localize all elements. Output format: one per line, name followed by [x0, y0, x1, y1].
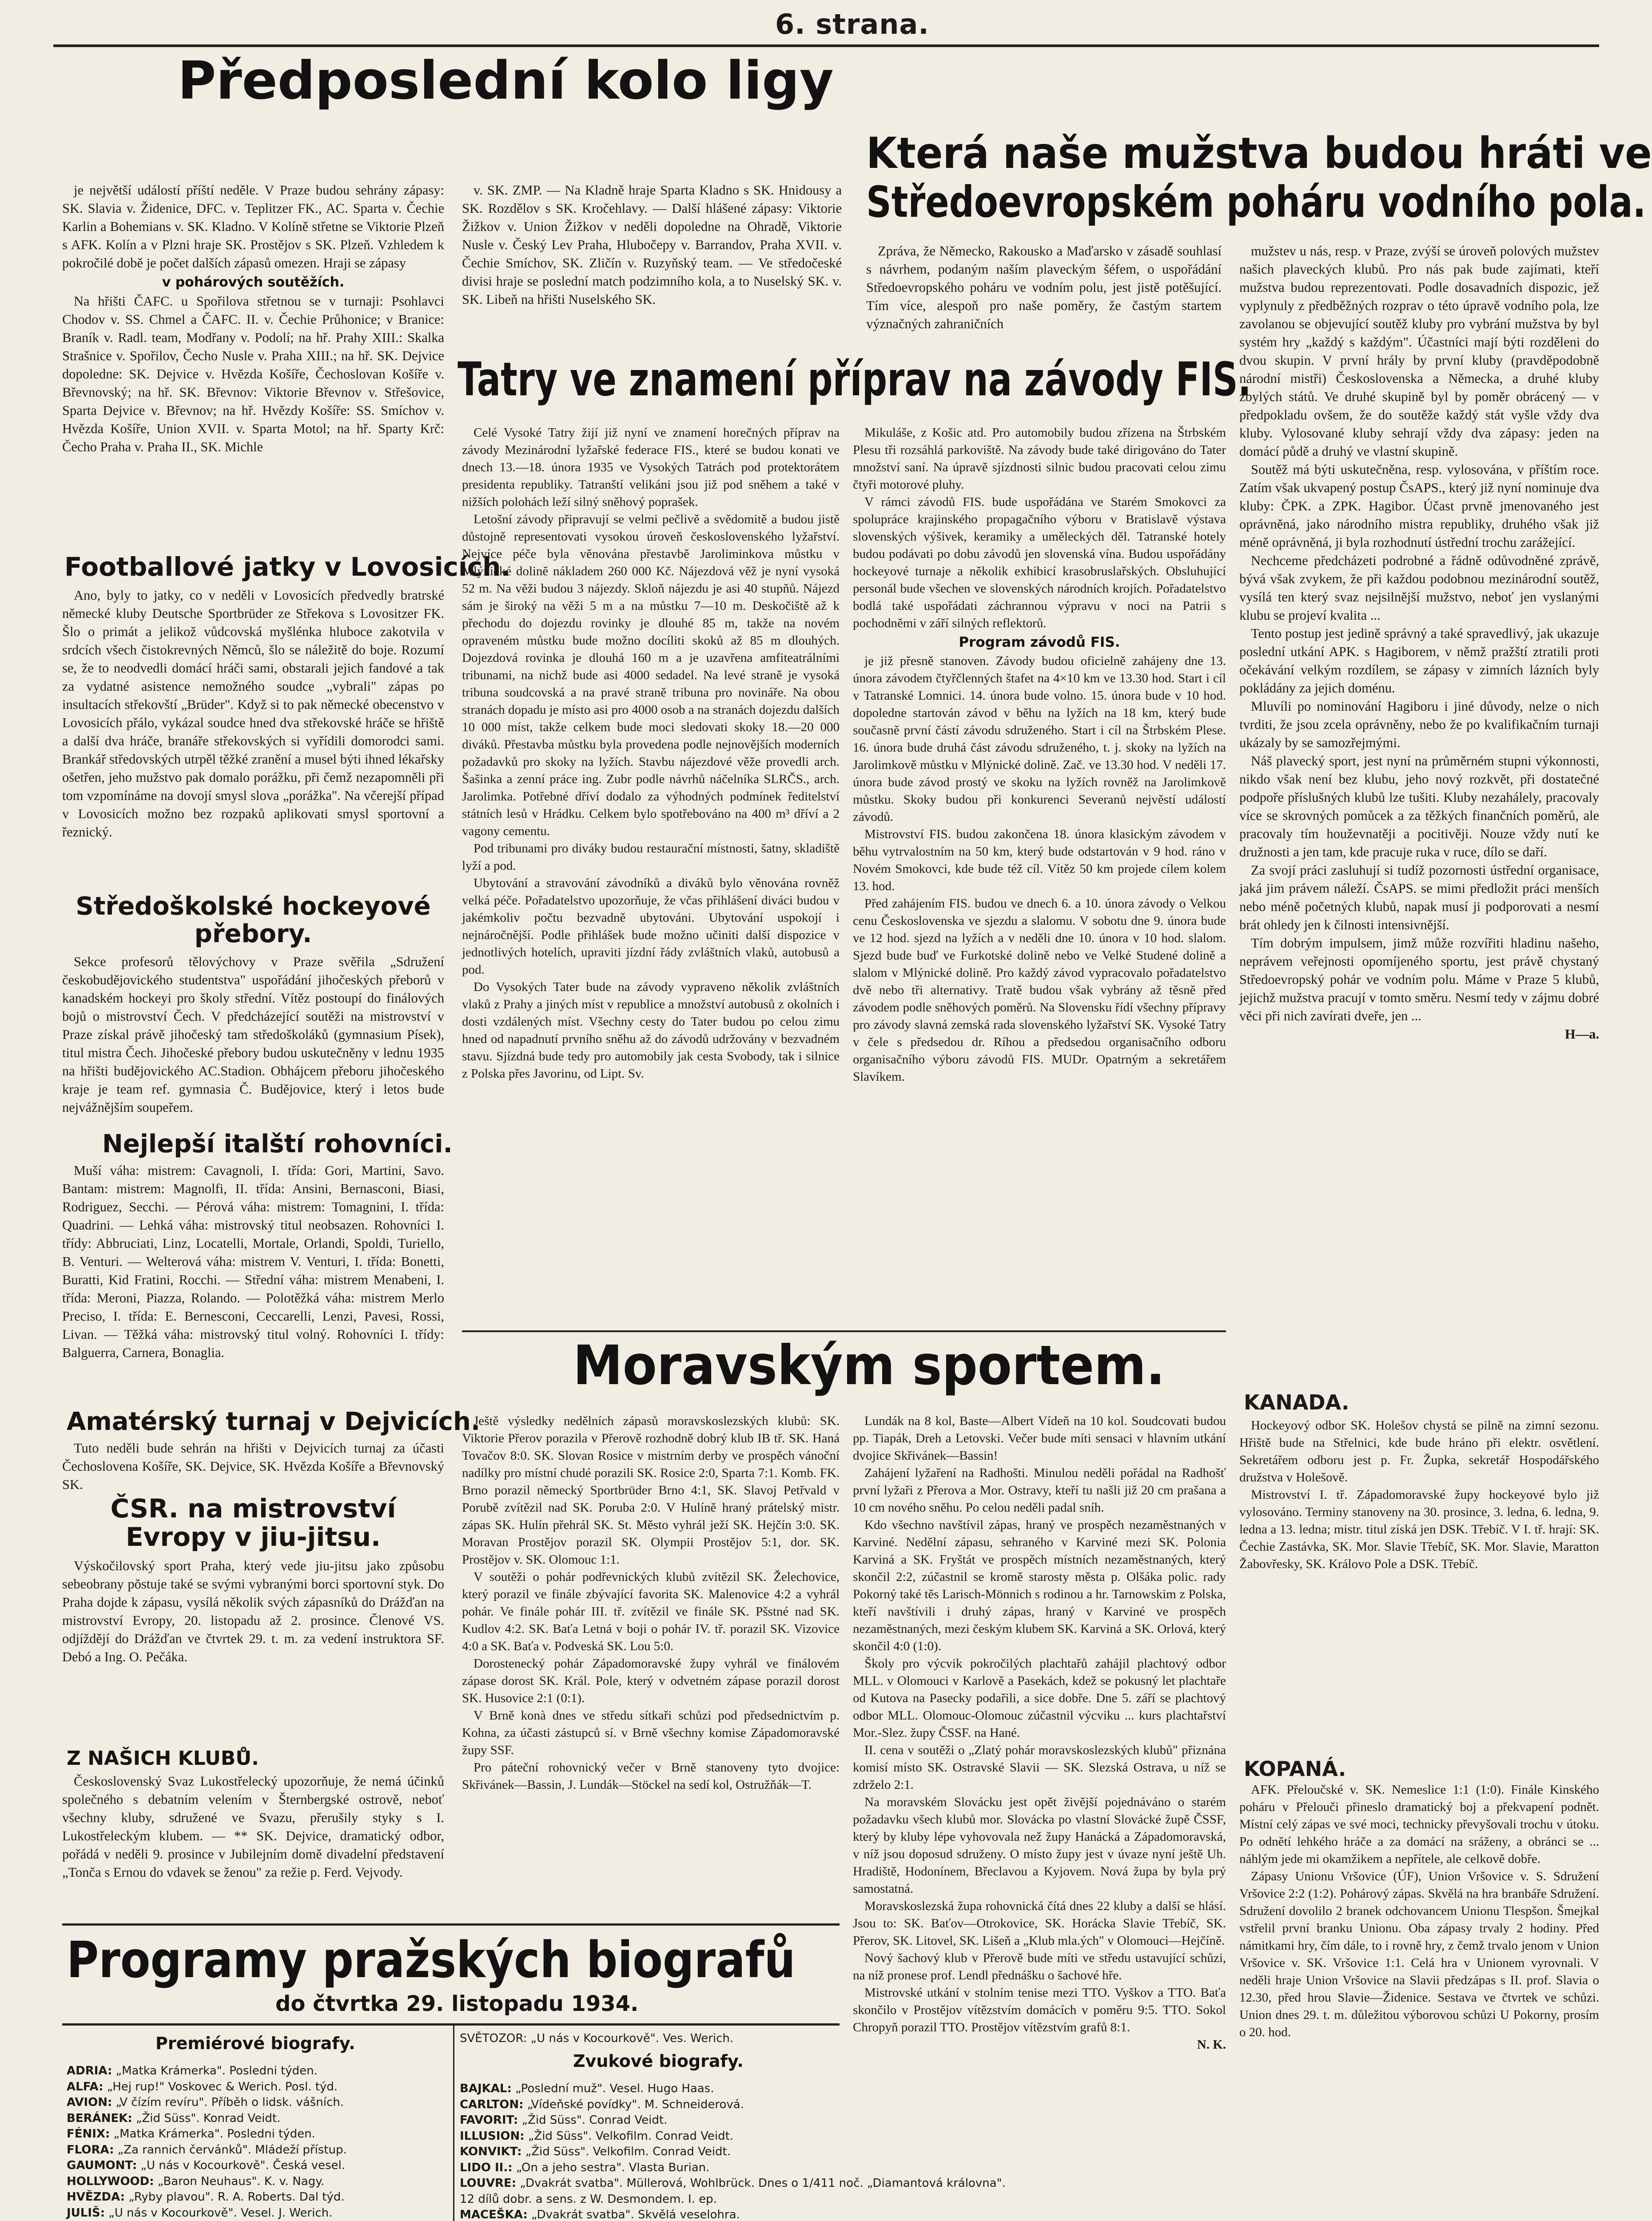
headline-vodni-polo-2: Středoevropském poháru vodního pola. [866, 177, 1646, 227]
headline-kanada: KANADA. [1244, 1390, 1349, 1414]
cinema-entry: ILLUSION: „Žid Süss". Velkofilm. Conrad Veidt. [460, 2129, 734, 2143]
morava-para-7: Zahájení lyžaření na Radhošti. Minulou neděli pořádal na Radhošť první lyžaři z Přerova a Mor. Ostravy, kteří tu našli již 20 cm prašana a 10 cm nového sněhu. Po celou neděli padal sníh. [853, 1466, 1226, 1515]
stredoskolske-title: Středoškolské hockeyové přebory. [76, 892, 431, 948]
morava-para-3: Dorostenecký pohár Západomoravské župy vyhrál ve finálovém zápase dorost SK. Král. Pole, který v odvetném zápase porazil dorost SK. Husovice 2:1 (0:1). [462, 1656, 840, 1705]
kanada-para-2: Mistrovství I. tř. Západomoravské župy hockeyové bylo již vylosováno. Terminy stanoveny na 30. prosince, 3. ledna, 6. ledna, 9. ledna a 13. ledna; mistr. titul získá jen DSK. Třebíč. V I. tř. hrají: SK. Čechie Zastávka, SK. Mor. Slavie Třebíč, SK. Mor. Slavie, Maratton Žabovřesky, SK. Královo Pole a DSK. Třebíč. [1239, 1488, 1599, 1571]
vodni-polo-para-4: Nechceme předcházeti podrobné a řádně odůvodněné zprávě, bývá však zvykem, že při každou podobnou mezinárodní soutěž, vysílá ten který svaz nejsilnější mužstvo, neboť jen vyslanými klubu se projeví kvalita ... [1239, 553, 1599, 623]
tatry-para-7: V rámci závodů FIS. bude uspořádána ve Starém Smokovci za spolupráce krajinského propagačního výboru v Bratislavě výstava slovenských výšivek, keramiky a uměleckých děl. Tatranské hotely budou podávati po dobu závodů jen slovenská vína. Budou uspořádány hockeyové turnaje a několik exhibicí krasobruslařských. Obsluhující personál bude všechen ve slovenských národních krojích. Pořadatelstvo bodlá také uspořádati záchrannou výpravu v noci na Patrii s pochodněmi v září silných reflektorů. [853, 495, 1226, 630]
cinema-entry: MACEŠKA: „Dvakrát svatba". Skvělá veselohra. [460, 2208, 740, 2221]
tatry-para-5: Do Vysokých Tater bude na závody vypraveno několik zvláštních vlaků z Prahy a jiných míst v republice a množství autobusů z okolních i dosti vzdálených míst. Všechny cesty do Tater budou po celou zimu hned od napadnutí prvního sněhu až do závodů udržovány v bezvadném stavu. Sjízdná bude tedy pro automobily jak cesta Svobody, tak i silnice z Polska přes Javorinu, od Lipt. Sv. [462, 980, 840, 1081]
cinema-entry: CARLTON: „Vídeňské povídky". M. Schneiderová. [460, 2098, 744, 2111]
headline-csr [62, 1495, 444, 1552]
nasich-text [62, 1772, 444, 1919]
cinema-entry: AVION: „V čízím revíru". Příběh o lidsk. vášních. [67, 2096, 344, 2109]
vodni-polo-para-6: Mluvíli po nominování Hagiboru i jiné důvody, nelze o nich tvrditi, že jsou zcela oprávněny, nebo že po kvalifikačním turnaji ukázaly by se samozřejmými. [1239, 699, 1599, 750]
headline-nasich-klubu: Z NAŠICH KLUBŮ. [67, 1747, 259, 1770]
morava-col1 [462, 1413, 840, 1986]
morava-para-6: Lundák na 8 kol, Baste—Albert Vídeň na 10 kol. Soudcovati budou pp. Tiapák, Dreh a Letovski. Večer bude míti sensaci v hlavním utkání dvojice Skřivánek—Bassin! [853, 1414, 1226, 1463]
cinema-entry: BAJKAL: „Poslední muž". Vesel. Hugo Haas. [460, 2082, 714, 2095]
morava-para-11: Na moravském Slovácku jest opět živější pojednáváno o starém požadavku všech klubů mor. Slovácka po vlastní Slovácké župě ČSSF, který by kluby lépe vyhovovala než župy Hanácká a Západomoravská, v níž jsou doposud sdruženy. O místo župy jest v úvaze nyní ještě Uh. Hradiště, Hodonínem, Břeclavou a Kyjovem. Nová župa by byla prý samostatná. [853, 1795, 1226, 1896]
kanada-text [1239, 1417, 1599, 1755]
headline-stredoskolske [62, 893, 444, 947]
kopana-text [1239, 1781, 1599, 2221]
jatky-para: Ano, byly to jatky, co v neděli v Lovosicích předvedly bratrské německé kluby Deutsche Sportbrüder ze Střekova s Lovositzer FK. Šlo o primát a jelikož vůdcovská myšlénka hluboce zakotvila v srdcích všech čistokrevných Němců, šlo se náležitě do boje. Rozumí se, že to neodvedli domácí hráči sami, obstarali jejich fandové a tak za vydatné asistence nemožného soudce „vybrali" zápas po insultacích střekovští „Brüder". Když si to pak německé obecenstvo v Lovosicích přálo, vykázal soudce hned dva střekovské hráče se hřiště a další dva hráče, branáře střekovských si vyřídili domorodci sami. Brankář středovských utrpěl těžké zranění a musel býti ihned lékařsky ošetřen, jeho mužstvo pak domalo porážku, při čemž nezapomněli při tom vzpomínáme na dovojí smysl slova „porážka". Na včerejší případ v Lovosicích možno bez rozpaků aplikovati smysl sportovní a řeznický. [62, 588, 444, 840]
morava-col2 [853, 1413, 1226, 2221]
morava-para-14: Mistrovské utkání v stolním tenise mezi TTO. Vyškov a TTO. Baťa skončilo v Prostějov vítězstvím domácích v poměru 9:5. TTO. Sokol Chropyň porazil TTO. Prostějov vítězstvím grafů 8:1. [853, 1986, 1226, 2034]
headline-tatry: Tatry ve znamení příprav na závody FIS. [458, 352, 1251, 406]
vodni-polo-para-3: Soutěž má býti uskutečněna, resp. vylosována, v příštím roce. Zatím však ukvapený postup ČsAPS., který již nyní nominuje dva kluby: ČPK. a ZPK. Hagibor. Účast prvně jmenovaného jest oprávněná, jako národního mistra republiky, druhého však již méně oprávněná, ji byla rozhodnutí ústřední trochu zarážející. [1239, 462, 1599, 550]
liga-text-col1 [62, 181, 444, 608]
programs-top-rule [62, 1923, 840, 1926]
kopana-para-1: AFK. Přeloučské v. SK. Nemeslice 1:1 (1:0). Finále Kinského poháru v Přelouči přineslo dramatický boj a překvapení podnět. Místní celý zápas ve své moci, technicky převyšovali trochu v útoku. Po odnětí lehkého hráče a za domácí na sráženy, a obránci se ... náhlým jede mi okamžikem a nepřítele, ale celkově dobře. [1239, 1783, 1599, 1866]
headline-jatky: Footballové jatky v Lovosicích. [64, 552, 511, 582]
amatersky-text [62, 1439, 444, 1495]
morava-para-10: II. cena v soutěži o „Zlatý pohár moravskoslezských klubů" přiznána komisí místo SK. Ostravské Slavii — SK. Slezská Ostrava, u níž se zdrželo 2:1. [853, 1743, 1226, 1792]
kopana-para-2: Zápasy Unionu Vršovice (ÚF), Union Vršovice v. S. Sdružení Vršovice 2:2 (1:2). Pohárový zápas. Skvělá na hra branbáře Sdružení. Sdružení dovolilo 2 branek odchovancem Unionu Tlespšon. Šmejkal vstřelil první branku Unionu. Oba zápasy trvaly 2 hodiny. Před námitkami hry, čím dále, to i rovně hry, z čemž trvalo jenom v Union Vršovice v. SK. Vršovice 1:1. Celá hra v Unionem vyrovnali. V neděli hraje Union Vršovice na Slavii předzápas s II. prof. Slavia o 12.30, před hrou Slavie—Židenice. Sestava ve čtvrtek ve schůzi. Union dnes 29. t. m. důležitou výborovou schůzi U Pokorny, prosím o 20. hod. [1239, 1869, 1599, 2039]
cinema-entry: KONVIKT: „Žid Süss". Velkofilm. Conrad Veidt. [460, 2145, 731, 2158]
morava-para-12: Moravskoslezská župa rohovnická čítá dnes 22 kluby a další se hlásí. Jsou to: SK. Baťov—Otrokovice, SK. Horácka Slavie Třebíč, SK. Přerov, SK. Litovel, SK. Lišeň a „Klub mla.ých" v Olomouci—Hejčíně. [853, 1899, 1226, 1948]
cinema-entry: ALFA: „Hej rup!" Voskovec & Werich. Posl. týd. [67, 2080, 338, 2094]
vodni-polo-signature: H—a. [1564, 1027, 1599, 1042]
morava-para-13: Nový šachový klub v Přerově bude míti ve středu ustavující schůzi, na níž pronese prof. Lendl přednášku o šachové hře. [853, 1951, 1226, 1982]
headline-italsti: Nejlepší italští rohovníci. [102, 1130, 453, 1158]
headline-amatersky: Amatérský turnaj v Dejvicích. [67, 1407, 481, 1436]
cinema-entry: JULIŠ: „U nás v Kocourkově". Vesel. J. Werich. [67, 2206, 333, 2220]
jatky-text [62, 586, 444, 915]
tatry-para-10: Před zahájením FIS. budou ve dnech 6. a 10. února závody o Velkou cenu Československa ve sjezdu a slalomu. V sobotu dne 9. února bude ve 12 hod. sjezd na lyžích a v neděli dne 10. února v 10 hod. slalom. Sjezd bude buď ve Furkotské dolině nebo ve Velké Studené dolině a slalom v Mlýnické dolině. Pro každý závod vypracovalo pořadatelstvo dvě nebo tři alternativy. Tratě budou však vybrány až těsně před závodem podle sněhových poměrů. Na Slovensku řídí všechny přípravy pro závody slavná zemská rada slovenského lyžařství SK. Vysoké Tatry v čele s předsedou dr. Ríhou a předsedou organisačního odboru organisačního výboru závodů FIS. MUDr. Opatrným a sekretářem Slavíkem. [853, 896, 1226, 1084]
cinema-entry: FLORA: „Za rannich červánků". Mládeží přístup. [67, 2143, 347, 2157]
tatry-para-4: Ubytování a stravování závodníků a diváků bylo věnována rovněž velká péče. Pořadatelstvo upozorňuje, že včas přihlášení diváci budou v jakémkoliv počtu bezvadně ubytováni. Ubytování uspokojí i nejnáročnější. Podle přihlášek bude možno učiniti další dispozice v jednotlivých hotelích, upraviti jízdní řády zvláštních vlaků, autobusů a pod. [462, 876, 840, 977]
cinema-entry: 12 dílů dobr. a sens. z W. Desmondem. I. ep. [460, 2192, 717, 2206]
morava-para-1: Ještě výsledky nedělních zápasů moravskoslezských klubů: SK. Viktorie Přerov porazila v Přerově rozhodně dobrý klub IB tř. SK. Haná Tovačov 8:0. SK. Slovan Rosice v mistrním derby ve prospěch vánoční nadílky pro místní chudé porazili SK. Rosice 2:0, Sparta 7:1. Komb. FK. Brno porazil německý Sportbrüder Brno 4:1, SK. Slavoj Petřvald v Porubě zvítězil nad SK. Poruba 2:0. V Hulíně hraný prátelský mistr. zápas SK. Hulín přehrál SK. St. Město vyhrál ježí SK. Hejčín 3:0. SK. Moravan Prostějov porazil SK. Olympii Prostějov 5:1, dor. SK. Prostějov v. SK. Olomouc 1:1. [462, 1414, 840, 1567]
svetozor-entry: SVĚTOZOR: „U nás v Kocourkově". Ves. Werich. [460, 2032, 734, 2045]
cinema-entry: FÉNIX: „Matka Krámerka". Posledni týden. [67, 2127, 315, 2141]
headline-vodni-polo-1: Která naše mužstva budou hráti ve [866, 128, 1652, 178]
tatry-para-1: Celé Vysoké Tatry žijí již nyní ve znamení horečných příprav na závody Mezinárodní lyžařské federace FIS., které se budou konati ve dnech 13.—18. února 1935 ve Vysokých Tatrách pod protektorátem presidenta republiky. Tatranští velikáni jsou již pod sněhem a také v nižších polohách leží silný sněhový poprašek. [462, 426, 840, 509]
kanada-para-1: Hockeyový odbor SK. Holešov chystá se pilně na zimní sezonu. Hřiště bude na Střelnici, kde bude hráno při elektr. osvětlení. Sekretářem odboru jest p. Fr. Župka, sekretář Hospodářského družstva v Holešově. [1239, 1418, 1599, 1485]
tatry-para-8: je již přesně stanoven. Závody budou oficielně zahájeny dne 13. února závodem čtyřčlenných štafet na 4×10 km ve 13.30 hod. Start i cíl v Tatranské Lomnici. 14. února bude volno. 15. února bude v 10 hod. dopoledne startován závod v běhu na lyžích na 18 km, který bude současně první částí závodu sdruženého. Start i cíl na Štrbském Plese. 16. února bude druhá část závodu sdruženého, t. j. skoky na lyžích na Jarolimkově můstku v Mlýnické dolině. Zač. ve 13.30 hod. V neděli 17. února bude závod prostý ve skoku na lyžích rovněž na Jarolimkově můstku. Skoky budou při konkurenci Severanů nejvěstí událostí závodů. [853, 654, 1226, 824]
cinema-entry: ADRIA: „Matka Krámerka". Posledni týden. [67, 2064, 318, 2078]
liga-para-3: v. SK. ZMP. — Na Kladně hraje Sparta Kladno s SK. Hnidousy a SK. Rozdělov s SK. Kročehlavy. — Další hlášené zápasy: Viktorie Žižkov v. Union Žižkov v neděli dopoledne na Ohradě, Viktorie Nusle v. Český Lev Praha, Hlubočepy v. Barrandov, Praha XVII. v. Čechie Smíchov, SK. Zličín v. Ruzyňský team. — Ve středočeské divisi hraje se poslední match podzimního kola, a to Nuselský SK. v. SK. Libeň na hřišti Nuselského SK. [462, 183, 842, 307]
vodni-polo-para-7: Náš plavecký sport, jest nyní na průměrném stupni výkonnosti, nikdo však není bez klubu, jeho nový rozkvět, při dostatečné podpoře příslušných klubů lze tušiti. Kluby nezahálely, pracovaly více se skrovných pomůcek a za těžkých finančních poměrů, ale pracovaly tím houževnatěji a pocitivěji. Nouze vždy nutí ke družnosti a jen tam, kde pracuje ruka v ruce, dílo se daří. [1239, 753, 1599, 860]
vodni-polo-para-9: Tím dobrým impulsem, jimž může rozvířiti hladinu našeho, neprávem veřejnosti opomíjeného sportu, jest právě chystaný Středoevropský pohár ve vodním polu. Máme v Praze 5 klubů, jejichž mužstva pracují v tomto směru. Nesmí tedy v zájmu dobré věci při nich zavírati dveře, jen ... [1239, 935, 1599, 1023]
cinema-entry: LOUVRE: „Dvakrát svatba". Müllerová, Wohlbrück. Dnes o 1/411 noč. „Diamantová královna". [460, 2177, 1006, 2190]
tatry-col2 [853, 424, 1226, 1330]
csr-title: ČSR. na mistrovství Evropy v jiu-jitsu. [110, 1493, 396, 1552]
page-number: 6. strana. [775, 8, 929, 40]
csr-para: Výskočilovský sport Praha, který vede jiu-jitsu jako způsobu sebeobrany pŏstuje také se svými vybranými borci sportovní styk. Do Praha dojde k zápasu, vysílá několik svých zápasníků do Drážďan na mistrovství Evropy, 20. listopadu až 2. prosince. Členové VS. odjíždějí do Drážďan ve čtvrtek 29. t. m. za vedení instruktora SF. Debó a Ing. O. Pečáka. [62, 1558, 444, 1664]
vodni-polo-para-2: mužstev u nás, resp. v Praze, zvýší se úroveň polových mužstev našich plaveckých klubů. Pro nás pak bude zajímati, kteří mužstva budou reprezentovati. Podle dosavadních dispozic, jež vyplynuly z předběžných rozprav o této úpravě vodního pola, lze zavolanou se objevující soutěž kluby pro vybrání mužstva by byl systém hry „každý s každým". Účastníci mají býti rozděleni do dvou skupin. V první hrály by první kluby (pravděpodobně národní mistři) Československa a Německa, a druhé kluby zbylých států. Ve druhé skupině byl by poměr obrácený — v předpokladu ovšem, že do soutěže každý stát vyšle vždy dva kluby. Vylosované kluby sehrají vždy dva zápasy: jeden na domácí půdě a druhý ve vlastní skupině. [1239, 243, 1599, 459]
vodni-polo-col1 [866, 242, 1222, 366]
headline-liga: Předposlední kolo ligy [178, 50, 834, 111]
cinema-entry: LIDO II.: „On a jeho sestra". Vlasta Burian. [460, 2161, 710, 2174]
morava-para-4: V Brně konà dnes ve středu sítkaři schůzi pod předsednictvím p. Kohna, za účasti zástupců sí. v Brně všechny komise Západomoravské župy SSF. [462, 1708, 840, 1757]
programs-rule-2 [62, 2023, 840, 2026]
liga-para-1: je největší událostí příští neděle. V Praze budou sehrány zápasy: SK. Slavia v. Židenice, DFC. v. Teplitzer FK., AC. Sparta v. Čechie Karlin a Bohemians v. SK. Kladno. V Kolíně střetne se Viktorie Plzeň s AFK. Kolín a v Plzni hraje SK. Prostějov s SK. Plzeň. Vzhledem k pokročilé době je počet dalších zápasů omezen. Hraji se zápasy [62, 183, 444, 271]
vodni-polo-col2 [1239, 242, 1599, 1370]
cinema-entry: BERÁNEK: „Žid Süss". Konrad Veidt. [67, 2111, 281, 2125]
programs-col-divider [453, 2026, 454, 2221]
svetozor-line [460, 2031, 837, 2047]
cinema-entry: HOLLYWOOD: „Baron Neuhaus". K. v. Nagy. [67, 2174, 325, 2188]
zvukove-head: Zvukové biografy. [573, 2051, 744, 2071]
csr-text [62, 1557, 444, 1743]
cinema-entry: FAVORIT: „Žid Süss". Conrad Veidt. [460, 2114, 668, 2127]
morava-signature: N. K. [1197, 2038, 1226, 2052]
vodni-polo-para-1: Zpráva, že Německo, Rakousko a Maďarsko v zásadě souhlasí s návrhem, podaným naším plaveckým šéfem, o uspořádání Středoevropského poháru ve vodním polu, jest jistě potěšující. Tím více, alespoň pro naše poměry, že častým startem význačných zahraničních [866, 243, 1222, 331]
morava-para-9: Školy pro výcvik pokročilých plachtařů zahájil plachtový odbor MLL. v Olomouci v Karlově a Pasekách, kdež se pokusný let plachtaře od Kutova na Pasecky podařili, a sice dobře. Dne 5. září se plachtový odbor MLL. Olomouc-Olomouc zúčastnil výcviku ... kurs plachtařství Mor.-Slez. župy ČSSF. na Hané. [853, 1656, 1226, 1740]
headline-kopana: KOPANÁ. [1244, 1757, 1346, 1781]
tatry-col1 [462, 424, 840, 1330]
premiere-list [67, 2063, 449, 2221]
programs-date: do čtvrtka 29. listopadu 1934. [275, 1991, 639, 2016]
cinema-entry: HVĚZDA: „Ryby plavou". R. A. Roberts. Dal týd. [67, 2190, 345, 2204]
tatry-para-6: Mikuláše, z Košic atd. Pro automobily budou zřízena na Štrbském Plesu tři rozsáhlá parkoviště. Na závody bude také dirigováno do Tater množství saní. Na úpravě sjízdnosti silnic budou pracovati celou zimu čtyři motorové pluhy. [853, 426, 1226, 492]
morava-para-5: Pro páteční rohovnický večer v Brně stanoveny tyto dvojice: Skřivánek—Bassin, J. Lundák—Stöckel na sedí kol, Ostružňák—T. [462, 1760, 840, 1792]
liga-subhead: v pohárových soutěžích. [162, 275, 345, 290]
tatry-para-2: Letošní závody připravují se velmi pečlivě a svědomitě a budou jistě důstojně representovati vysokou úroveň československého lyžařství. Nejvíce péče byla věnována přestavbě Jaroliminkova můstku v Mlýnické dolině nákladem 260 000 Kč. Nájezdová věž je nyní vysoká 52 m. Na věži budou 3 nájezdy. Skloň nájezdu je asi 40 stupňů. Nájezd sám je široký na věži 5 m a na můstku 7—10 m. Deskočiště až k přechodu do dojezdu rovinky je dlouhé 85 m, takže na novém opraveném můstku bude možno docíliti skoků až 85 m dlouhých. Dojezdová rovinka je dlouhá 160 m a je uzavřena amfiteatrálními tribunami, na nichž bude asi 4000 sedadel. Na levé straně je vysoká tribuna soudcovská a na pravé straně tribuna pro novináře. Na obou stranách dopadu je místo asi pro 4000 osob a na stranách dojezdu dalších 10 000 míst, takže celkem bude moci sledovati skoky 18.—20 000 diváků. Přestavba můstku byla provedena podle nejnovějších moderních požadavků pro skoky na lyžích. Stavbu nájezdové věže provedli arch. Šašinka a zenní práce ing. Zubr podle návrhů náčelníka SLRČS., arch. Jarolimka. Potřebné dříví dodalo za výhodných podmínek ředitelství státních lesů v Hrádku. Celkem bylo spotřebováno na 400 m³ dříví a 2 vagony cementu. [462, 512, 840, 838]
nasich-para: Československý Svaz Lukostřelecký upozorňuje, že nemá účinků společného s debatním velením v Šternbergské ostrově, neboť všechny kluby, sdružené ve Svazu, přerušily styky s I. Lukostřeleckým klubem. — ** SK. Dejvice, dramatický odbor, pořádá v neděli 9. prosince v Jubilejním domě divadelní představení „Tonča s Ernou do vdavek se ženou" za režie p. Ferd. Vejvody. [62, 1774, 444, 1880]
tatry-para-3: Pod tribunami pro diváky budou restaurační místnosti, šatny, skladiště lyží a pod. [462, 841, 840, 873]
morava-para-8: Kdo všechno navštívil zápas, hraný ve prospěch nezaměstnaných v Karviné. Nedělní zápasu, sehraného v Karviné mezi SK. Polonia Karviná a SK. Fryštát ve prospěch místních nezaměstnaných, který skončil 2:2, zúčastnil se kromě starosty města p. Olšáka polic. rady Pokorný také těs Larisch-Mönnich s rodinou a hr. Tarnowskim z Polska, kteří navštívili i druhý zápas, hraný v Karviné ve prospěch nezaměstnaných, mezi českým klubem SK. Karviná a SK. Orlová, který skončil 4:0 (1:0). [853, 1518, 1226, 1653]
amatersky-para: Tuto neděli bude sehrán na hřišti v Dejvicích turnaj za účasti Čechoslovena Košíře, SK. Dejvice, SK. Hvězda Košíře a Břevnovský SK. [62, 1441, 444, 1492]
stredoskolske-text [62, 953, 444, 1148]
morava-para-2: V soutěži o pohár podřevnických klubů zvítězil SK. Želechovice, který porazil ve finále zbývající favorita SK. Malenovice 4:2 a vyhrál pohár. Ve finále pohár III. tř. zvítězil ve finále SK. Pšstné nad SK. Kudlov 4:2. SK. Baťa Letná v boji o pohár IV. tř. porazil SK. Vizovice 4:0 a SK. Baťa v. Podveská SK. Lou 5:0. [462, 1570, 840, 1653]
top-rule [53, 44, 1599, 47]
premiere-head: Premiérové biografy. [155, 2034, 355, 2053]
zvukove-list [460, 2081, 1006, 2221]
morava-top-rule [462, 1330, 1226, 1332]
tatry-subhead: Program závodů FIS. [959, 634, 1120, 650]
vodni-polo-para-8: Za svojí práci zasluhují si tudíž pozornosti ústřední organisace, jaká jim právem náleží. ČsAPS. se mimi předložit práci menších nebo méně početných klubů, napak musí ji podporovati a nesmí brát ohledy jen k čilnosti intensivnější. [1239, 863, 1599, 932]
vodni-polo-para-5: Tento postup jest jedině správný a také spravedlivý, jak ukazuje poslední utkání APK. s Hagiborem, v němž pražští ztratili proti očekávání velkým rozdílem, se zápasy v zimních lázních byly pokládány za jejich doménu. [1239, 626, 1599, 696]
headline-programy: Programy pražských biografů [67, 1931, 796, 1989]
tatry-para-9: Mistrovství FIS. budou zakončena 18. února klasickým závodem v běhu vytrvalostním na 50 km, který bude odstartován v 9 hod. ráno v Novém Smokovci, kde bude též cíl. Vítěz 50 km projede cílem kolem 13. hod. [853, 827, 1226, 894]
liga-para-2: Na hřišti ČAFC. u Spořilova střetnou se v turnaji: Psohlavci Chodov v. SS. Chmel a ČAFC. II. v. Čechie Průhonice; v Branice: Braník v. Radl. team, Modřany v. Podolí; na hř. Prahy XIII.: Skalka Strašnice v. Spořilov, Čecho Nusle v. Praha XIII.; na hř. SK. Dejvice dopoledne: SK. Dejvice v. Hvězda Košíře, Čechoslovan Košíře v. Břevnovský; na hř. SK. Břevnov: Viktorie Břevnov v. Střešovice, Sparta Dejvice v. Břevnov; na hř. Hvězdy Košíře: SS. Smíchov v. Hvězda Košíře, Union XVII. v. Sparta Motol; na hř. Sparty Krč: Čecho Praha v. Praha II., SK. Michle [62, 294, 444, 454]
italsti-para: Muší váha: mistrem: Cavagnoli, I. třída: Gori, Martini, Savo. Bantam: mistrem: Magnolfi, II. třída: Ansini, Bernasconi, Biasi, Rodriguez, Secchi. — Pérová váha: mistrem: Tomagnini, I. třída: Quadrini. — Lehká váha: mistrovský titul neobsazen. Rohovníci I. třídy: Abbruciati, Linz, Locatelli, Mortale, Orlandi, Spoldi, Turiello, B. Venturi. — Welterová váha: mistrem V. Venturi, I. třída: Bonetti, Buratti, Kid Fratini, Rocchi. — Střední váha: mistrem Menabeni, I. třída: Meroni, Piazza, Rolando. — Polotěžká váha: mistrem Merlo Preciso, I. třída: E. Bernesconi, Ceccarelli, Lenzi, Pavesi, Rossi, Livan. — Těžká váha: mistrovský titul volný. Rohovníci I. třídy: Balguerra, Carnera, Bonaglia. [62, 1163, 444, 1360]
headline-moravskym-sportem: Moravským sportem. [573, 1334, 1165, 1397]
italsti-text [62, 1162, 444, 1433]
stredoskolske-para: Sekce profesorů tělovýchovy v Praze svěřila „Sdružení českobudějovického studentstva" uspořádání jihočeských přeborů v kanadském hockeyi pro školy střední. Vítěz postoupí do finálových bojů o mistrovství Čech. V předcházející soutěži na mistrovství v Praze získal právě jihočeský tam středoškoláků (gymnasium Písek), titul mistra Čech. Jihočeské přebory budou uskutečněny v lednu 1935 na hřišti budějovického AC.Stadion. Obhájcem přeboru jihočeského kraje je team ref. gymnasia Č. Budějovice, který i letos bude nejvážnějším soupeřem. [62, 954, 444, 1115]
cinema-entry: GAUMONT: „U nás v Kocourkově". Česká vesel. [67, 2159, 345, 2172]
